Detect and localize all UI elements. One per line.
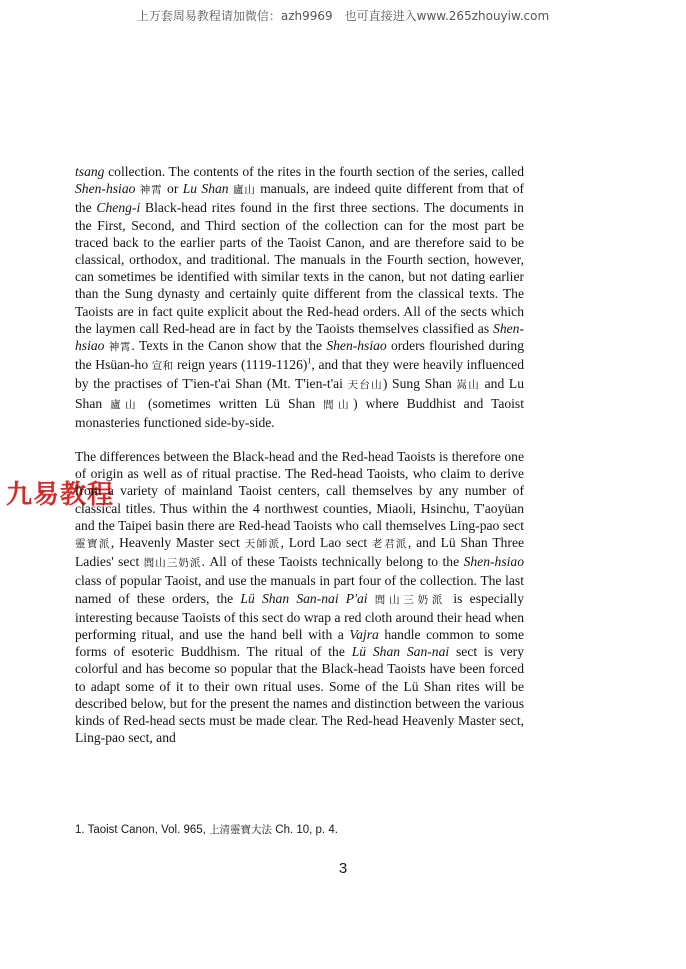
footnote-marker[interactable]: 1 [307, 356, 312, 366]
paragraph-2: The differences between the Black-head and the Red-head Taoists is therefore one of origin as well as of ritual practise. The Red-head Taoists, who claim to derive from a variety of mainland Taoist centers, call themselves by any number of classical titles. Thus within the 4 northwest counties, Miaoli, Hsinchu, T'aoyüan and the Taipei basin there are Red-head Taoists who call themselves Ling-pao sect 靈寶派, Heavenly Master sect 天師派, Lord Lao sect 老君派, and Lü Shan Three Ladies' sect 閭山三奶派. All of these Taoists technically belong to the Shen-hsiao class of popular Taoist, and use the manuals in part four of the collection. The last named of these orders, the Lü Shan San-nai P'ai 閭山三奶派 is especially interesting because Taoists of this sect do wrap a red cloth around their head when performing ritual, and use the hand bell with a Vajra handle common to some forms of esoteric Buddhism. The ritual of the Lü Shan San-nai sect is very colorful and has become so popular that the Black-head Taoists have been forced to adapt some of it to their own ritual uses. Some of the Lü Shan rites will be described below, but for the present the names and distinction between the various kinds of Red-head sects must be made clear. The Red-head Heavenly Master sect, Ling-pao sect, and [75, 449, 525, 746]
header-watermark: 上万套周易教程请加微信：azh9969 也可直接进入www.265zhouyiw.com [136, 9, 550, 23]
page-number: 3 [338, 860, 348, 877]
page-body [75, 163, 524, 747]
paragraph-1: tsang collection. The contents of the rites in the fourth section of the series, called Shen-hsiao 神霄 or Lu Shan 廬山 manuals, are indeed quite different from that of the Cheng-i Black-head rites found in the first three sections. The documents in the First, Second, and Third section of the collection can for the most part be traced back to the earlier parts of the Taoist Canon, and are therefore said to be classical, orthodox, and traditional. The manuals in the Fourth section, however, can sometimes be identified with similar texts in the canon, but not dating earlier than the Sung dynasty and certainly quite different from the classical texts. The Taoists are in fact quite explicit about the Red-head orders. All of the sects which the laymen call Red-head are in fact by the Taoists themselves classified as Shen-hsiao 神霄. Texts in the Canon show that the Shen-hsiao orders flourished during the Hsüan-ho 宣和 reign years (1119-1126)$^1$, and that they were heavily influenced by the practises of T'ien-t'ai Shan (Mt. T'ien-t'ai 天台山) Sung Shan 嵩山 and Lu Shan 廬山 (sometimes written Lü Shan 閭山) where Buddhist and Taoist monasteries functioned side-by-side. [75, 164, 525, 430]
footnote: 1. Taoist Canon, Vol. 965, 上清靈寶大法 Ch. 10, p. 4. [75, 824, 338, 836]
side-stamp: 九易教程 [6, 480, 115, 510]
